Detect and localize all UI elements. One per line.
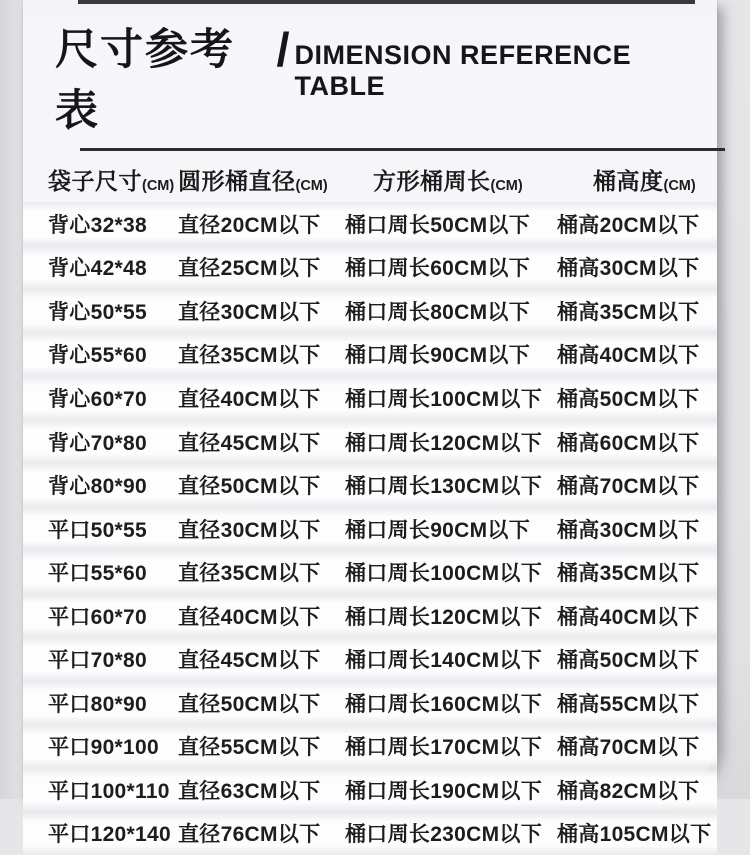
cell-bag-size: 背心70*80 xyxy=(48,431,147,455)
dimension-reference-page xyxy=(23,0,717,847)
cell-bucket-height: 桶高55CM以下 xyxy=(557,692,700,716)
cell-square-bucket-perimeter: 桶口周长60CM以下 xyxy=(345,257,531,281)
table-row xyxy=(23,333,717,377)
cell-bucket-height: 桶高70CM以下 xyxy=(557,475,700,499)
table-row xyxy=(23,725,717,769)
cell-square-bucket-perimeter: 桶口周长50CM以下 xyxy=(345,213,531,237)
cell-round-bucket-diameter: 直径55CM以下 xyxy=(178,736,321,760)
cell-bucket-height: 桶高40CM以下 xyxy=(557,605,700,629)
page-title xyxy=(55,16,717,138)
cell-round-bucket-diameter: 直径45CM以下 xyxy=(178,431,321,455)
table-row xyxy=(23,463,717,507)
table-row xyxy=(23,376,717,420)
cell-bag-size: 背心80*90 xyxy=(48,475,147,499)
column-header-round-bucket-diameter xyxy=(178,163,345,196)
cell-bucket-height: 桶高40CM以下 xyxy=(557,344,700,368)
cell-bag-size: 平口120*140 xyxy=(48,823,171,847)
cell-round-bucket-diameter: 直径25CM以下 xyxy=(178,257,321,281)
dimension-table-body xyxy=(23,202,717,855)
cell-bag-size: 平口55*60 xyxy=(48,562,147,586)
cell-bucket-height: 桶高50CM以下 xyxy=(557,649,700,673)
cell-round-bucket-diameter: 直径76CM以下 xyxy=(178,823,321,847)
table-row xyxy=(23,637,717,681)
table-row xyxy=(23,289,717,333)
top-section-divider-line xyxy=(78,0,695,4)
table-row xyxy=(23,594,717,638)
cell-bucket-height: 桶高82CM以下 xyxy=(557,779,700,803)
column-header-label: 方形桶周长 xyxy=(373,167,491,194)
cell-square-bucket-perimeter: 桶口周长90CM以下 xyxy=(345,518,531,542)
table-header-row xyxy=(23,156,717,202)
title-separator-slash: / xyxy=(276,23,290,76)
cell-square-bucket-perimeter: 桶口周长80CM以下 xyxy=(345,300,531,324)
cell-square-bucket-perimeter: 桶口周长120CM以下 xyxy=(345,431,542,455)
cell-bucket-height: 桶高50CM以下 xyxy=(557,387,700,411)
cell-bucket-height: 桶高30CM以下 xyxy=(557,257,700,281)
page-left-margin xyxy=(0,0,23,799)
cell-round-bucket-diameter: 直径40CM以下 xyxy=(178,387,321,411)
cell-bucket-height: 桶高35CM以下 xyxy=(557,300,700,324)
cell-square-bucket-perimeter: 桶口周长100CM以下 xyxy=(345,387,542,411)
cell-square-bucket-perimeter: 桶口周长130CM以下 xyxy=(345,475,542,499)
column-header-bag-size xyxy=(48,163,178,196)
cell-square-bucket-perimeter: 桶口周长160CM以下 xyxy=(345,692,542,716)
table-row xyxy=(23,246,717,290)
cell-bag-size: 平口70*80 xyxy=(48,649,147,673)
cell-square-bucket-perimeter: 桶口周长190CM以下 xyxy=(345,779,542,803)
table-row xyxy=(23,420,717,464)
cell-bag-size: 平口100*110 xyxy=(48,779,170,803)
table-row xyxy=(23,681,717,725)
cell-square-bucket-perimeter: 桶口周长100CM以下 xyxy=(345,562,542,586)
cell-round-bucket-diameter: 直径50CM以下 xyxy=(178,692,321,716)
cell-round-bucket-diameter: 直径20CM以下 xyxy=(178,213,321,237)
page-header xyxy=(23,0,717,151)
cell-round-bucket-diameter: 直径35CM以下 xyxy=(178,562,321,586)
cell-round-bucket-diameter: 直径63CM以下 xyxy=(178,779,321,803)
cell-square-bucket-perimeter: 桶口周长170CM以下 xyxy=(345,736,542,760)
cell-square-bucket-perimeter: 桶口周长230CM以下 xyxy=(345,823,542,847)
cell-bag-size: 平口80*90 xyxy=(48,692,147,716)
cell-round-bucket-diameter: 直径30CM以下 xyxy=(178,300,321,324)
cell-bag-size: 平口60*70 xyxy=(48,605,147,629)
cell-round-bucket-diameter: 直径35CM以下 xyxy=(178,344,321,368)
cell-bucket-height: 桶高60CM以下 xyxy=(557,431,700,455)
cell-bucket-height: 桶高105CM以下 xyxy=(557,823,712,847)
cell-bag-size: 背心50*55 xyxy=(48,300,147,324)
cell-round-bucket-diameter: 直径50CM以下 xyxy=(178,475,321,499)
cell-bag-size: 背心42*48 xyxy=(48,257,147,281)
cell-bucket-height: 桶高35CM以下 xyxy=(557,562,700,586)
cell-bucket-height: 桶高70CM以下 xyxy=(557,736,700,760)
cell-square-bucket-perimeter: 桶口周长140CM以下 xyxy=(345,649,542,673)
cell-round-bucket-diameter: 直径40CM以下 xyxy=(178,605,321,629)
column-header-unit: (CM) xyxy=(142,177,175,194)
cell-square-bucket-perimeter: 桶口周长120CM以下 xyxy=(345,605,542,629)
cell-bag-size: 背心32*38 xyxy=(48,213,147,237)
title-divider xyxy=(80,148,725,151)
column-header-label: 桶高度 xyxy=(593,167,664,194)
table-row xyxy=(23,550,717,594)
table-row xyxy=(23,812,717,855)
page-title-english: DIMENSION REFERENCE TABLE xyxy=(294,40,632,101)
cell-bucket-height: 桶高30CM以下 xyxy=(557,518,700,542)
table-row xyxy=(23,507,717,551)
cell-bag-size: 背心55*60 xyxy=(48,344,147,368)
cell-round-bucket-diameter: 直径45CM以下 xyxy=(178,649,321,673)
column-header-label: 圆形桶直径 xyxy=(178,167,296,194)
cell-square-bucket-perimeter: 桶口周长90CM以下 xyxy=(345,344,531,368)
column-header-unit: (CM) xyxy=(295,177,328,194)
column-header-unit: (CM) xyxy=(663,177,696,194)
table-row xyxy=(23,768,717,812)
table-row xyxy=(23,202,717,246)
column-header-bucket-height xyxy=(557,163,717,196)
cell-bucket-height: 桶高20CM以下 xyxy=(557,213,700,237)
page-title-chinese: 尺寸参考表 xyxy=(55,26,235,135)
cell-bag-size: 背心60*70 xyxy=(48,387,147,411)
cell-round-bucket-diameter: 直径30CM以下 xyxy=(178,518,321,542)
column-header-unit: (CM) xyxy=(490,177,523,194)
cell-bag-size: 平口50*55 xyxy=(48,518,147,542)
column-header-label: 袋子尺寸 xyxy=(48,167,142,194)
cell-bag-size: 平口90*100 xyxy=(48,736,159,760)
column-header-square-bucket-perimeter xyxy=(345,163,557,196)
